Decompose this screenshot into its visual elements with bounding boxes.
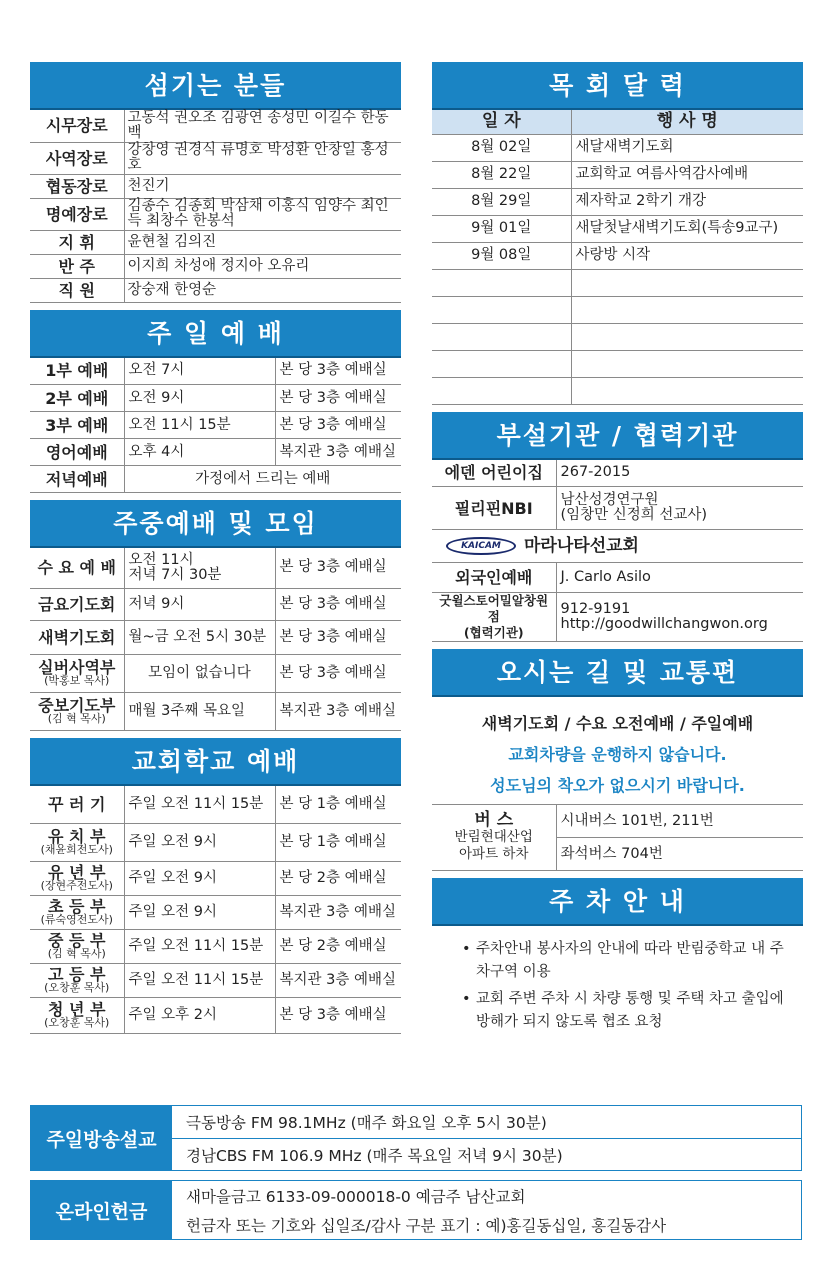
service-row bbox=[30, 358, 401, 385]
affiliate-value: J. Carlo Asilo bbox=[556, 563, 803, 593]
serving-row bbox=[30, 254, 401, 278]
service-place: 복지관 3층 예배실 bbox=[275, 439, 401, 466]
meeting-name-cell bbox=[30, 620, 124, 654]
calendar-row bbox=[432, 296, 803, 323]
department-name: 꾸 러 기 bbox=[47, 794, 106, 814]
meeting-name: 수 요 예 배 bbox=[37, 558, 117, 578]
bus-table bbox=[432, 804, 803, 871]
calendar-row bbox=[432, 188, 803, 215]
serving-names: 고동석 권오조 김광연 송성민 이길수 한동백 bbox=[124, 110, 401, 142]
meeting-name-cell bbox=[30, 692, 124, 730]
offering-line-1: 새마을금고 6133-09-000018-0 예금주 남산교회 bbox=[186, 1187, 526, 1206]
affiliate-label: 외국인예배 bbox=[432, 563, 556, 593]
school-title: 교회학교 예배 bbox=[30, 738, 401, 786]
sunday-section bbox=[30, 310, 401, 494]
service-row bbox=[30, 385, 401, 412]
calendar-event: 교회학교 여름사역감사예배 bbox=[571, 161, 803, 188]
service-row bbox=[30, 439, 401, 466]
serving-row bbox=[30, 230, 401, 254]
department-leader: (김 혁 목사) bbox=[47, 947, 106, 960]
department-leader: (장현주전도사) bbox=[40, 879, 113, 892]
offering-line-2: 헌금자 또는 기호와 십일조/감사 구분 표기 : 예)홍길동십일, 홍길동감사 bbox=[186, 1216, 667, 1235]
meeting-time: 모임이 없습니다 bbox=[124, 654, 275, 692]
parking-title: 주 차 안 내 bbox=[432, 878, 803, 926]
calendar-event bbox=[571, 296, 803, 323]
department-leader: (류숙영전도사) bbox=[40, 913, 113, 926]
department-leader: (오창훈 목사) bbox=[44, 1016, 110, 1029]
school-table bbox=[30, 786, 401, 1035]
calendar-row bbox=[432, 134, 803, 161]
school-row bbox=[30, 896, 401, 930]
affiliate-row bbox=[432, 460, 803, 487]
affiliates-title: 부설기관 / 협력기관 bbox=[432, 412, 803, 460]
serving-names: 이지희 차성애 정지아 오유리 bbox=[124, 254, 401, 278]
school-row bbox=[30, 930, 401, 964]
school-row bbox=[30, 998, 401, 1034]
service-place: 본 당 3층 예배실 bbox=[275, 385, 401, 412]
calendar-row bbox=[432, 269, 803, 296]
affiliates-section bbox=[432, 412, 803, 643]
meeting-row bbox=[30, 620, 401, 654]
service-name: 2부 예배 bbox=[30, 385, 124, 412]
calendar-date: 9월 01일 bbox=[432, 215, 571, 242]
broadcast-label: 주일방송설교 bbox=[31, 1106, 172, 1170]
calendar-event: 제자학교 2학기 개강 bbox=[571, 188, 803, 215]
department-time: 주일 오전 11시 15분 bbox=[124, 930, 275, 964]
department-place: 본 당 1층 예배실 bbox=[275, 824, 401, 862]
service-name: 3부 예배 bbox=[30, 412, 124, 439]
department-cell bbox=[30, 786, 124, 824]
department-cell bbox=[30, 862, 124, 896]
meeting-name: 실버사역부 bbox=[38, 657, 116, 677]
department-time: 주일 오전 9시 bbox=[124, 824, 275, 862]
serving-names: 천진기 bbox=[124, 174, 401, 198]
affiliate-label: 굿윌스토어밀알창원점 (협력기관) bbox=[432, 593, 556, 642]
meeting-leader: (김 혁 목사) bbox=[47, 711, 106, 725]
directions-title: 오시는 길 및 교통편 bbox=[432, 649, 803, 697]
meeting-name: 새벽기도회 bbox=[38, 627, 116, 647]
midweek-table bbox=[30, 548, 401, 731]
affiliates-table bbox=[432, 460, 803, 643]
department-cell bbox=[30, 896, 124, 930]
calendar-date: 9월 08일 bbox=[432, 242, 571, 269]
offering-bar bbox=[30, 1180, 802, 1240]
directions-notice bbox=[432, 697, 803, 804]
department-cell bbox=[30, 964, 124, 998]
notice-line-1: 새벽기도회 / 수요 오전예배 / 주일예배 bbox=[481, 714, 754, 733]
department-place: 본 당 1층 예배실 bbox=[275, 786, 401, 824]
service-place: 본 당 3층 예배실 bbox=[275, 412, 401, 439]
affiliate-row bbox=[432, 593, 803, 642]
calendar-table bbox=[432, 110, 803, 405]
serving-role: 지 휘 bbox=[30, 230, 124, 254]
department-place: 본 당 2층 예배실 bbox=[275, 930, 401, 964]
calendar-event bbox=[571, 377, 803, 404]
department-cell bbox=[30, 824, 124, 862]
serving-row bbox=[30, 278, 401, 302]
sunday-title: 주 일 예 배 bbox=[30, 310, 401, 358]
calendar-date bbox=[432, 377, 571, 404]
calendar-title: 목 회 달 력 bbox=[432, 62, 803, 110]
service-name: 영어예배 bbox=[30, 439, 124, 466]
calendar-row bbox=[432, 215, 803, 242]
meeting-row bbox=[30, 588, 401, 620]
department-name: 고 등 부 bbox=[47, 965, 106, 984]
department-cell bbox=[30, 930, 124, 964]
department-name: 청 년 부 bbox=[47, 1000, 106, 1019]
calendar-col-date: 일 자 bbox=[432, 110, 571, 134]
service-row bbox=[30, 466, 401, 493]
calendar-event: 새달첫날새벽기도회(특송9교구) bbox=[571, 215, 803, 242]
service-note: 가정에서 드리는 예배 bbox=[124, 466, 401, 493]
offering-label: 온라인헌금 bbox=[31, 1181, 172, 1239]
school-row bbox=[30, 786, 401, 824]
meeting-place: 본 당 3층 예배실 bbox=[275, 654, 401, 692]
meeting-place: 본 당 3층 예배실 bbox=[275, 620, 401, 654]
department-time: 주일 오전 11시 15분 bbox=[124, 964, 275, 998]
affiliate-value: 남산성경연구원 (임창만 신정희 선교사) bbox=[556, 487, 803, 530]
calendar-event bbox=[571, 350, 803, 377]
service-time: 오전 9시 bbox=[124, 385, 275, 412]
calendar-event bbox=[571, 269, 803, 296]
meeting-place: 복지관 3층 예배실 bbox=[275, 692, 401, 730]
meeting-row bbox=[30, 548, 401, 588]
calendar-row bbox=[432, 323, 803, 350]
department-place: 본 당 3층 예배실 bbox=[275, 998, 401, 1034]
bus-stop: 반림현대산업 아파트 하차 bbox=[454, 829, 533, 862]
affiliate-label: 에덴 어린이집 bbox=[432, 460, 556, 487]
department-leader: (오창훈 목사) bbox=[44, 981, 110, 994]
bus-line-1: 시내버스 101번, 211번 bbox=[556, 805, 803, 838]
serving-role: 명예장로 bbox=[30, 198, 124, 230]
sunday-table bbox=[30, 358, 401, 494]
calendar-date: 8월 02일 bbox=[432, 134, 571, 161]
meeting-time: 매월 3주째 목요일 bbox=[124, 692, 275, 730]
broadcast-line-1: 극동방송 FM 98.1MHz (매주 화요일 오후 5시 30분) bbox=[186, 1114, 547, 1132]
affiliate-row bbox=[432, 563, 803, 593]
department-time: 주일 오전 11시 15분 bbox=[124, 786, 275, 824]
calendar-date bbox=[432, 269, 571, 296]
school-row bbox=[30, 862, 401, 896]
affiliate-value: 912-9191 http://goodwillchangwon.org bbox=[556, 593, 803, 642]
kaicam-logo: KAICAM bbox=[446, 537, 516, 555]
service-time: 오전 7시 bbox=[124, 358, 275, 385]
calendar-col-event: 행 사 명 bbox=[571, 110, 803, 134]
serving-names: 강창영 권경식 류명호 박성환 안창일 홍성호 bbox=[124, 142, 401, 174]
notice-line-3: 성도님의 착오가 없으시기 바랍니다. bbox=[490, 776, 745, 795]
meeting-time: 오전 11시 저녁 7시 30분 bbox=[124, 548, 275, 588]
serving-role: 협동장로 bbox=[30, 174, 124, 198]
meeting-leader: (박홍보 목사) bbox=[44, 673, 110, 687]
meeting-name-cell bbox=[30, 654, 124, 692]
service-name: 1부 예배 bbox=[30, 358, 124, 385]
affiliate-logo-cell bbox=[432, 530, 803, 563]
department-time: 주일 오전 9시 bbox=[124, 896, 275, 930]
bus-line-2: 좌석버스 704번 bbox=[556, 838, 803, 871]
meeting-name: 금요기도회 bbox=[38, 594, 116, 614]
parking-list bbox=[432, 926, 803, 1034]
department-leader: (채윤희전도사) bbox=[40, 843, 113, 856]
broadcast-line-2: 경남CBS FM 106.9 MHz (매주 목요일 저녁 9시 30분) bbox=[172, 1138, 801, 1170]
department-name: 유 년 부 bbox=[47, 863, 106, 882]
meeting-row bbox=[30, 654, 401, 692]
department-cell bbox=[30, 998, 124, 1034]
bus-label: 버 스 bbox=[474, 810, 514, 830]
meeting-name-cell bbox=[30, 588, 124, 620]
meeting-name-cell bbox=[30, 548, 124, 588]
serving-role: 직 원 bbox=[30, 278, 124, 302]
serving-row bbox=[30, 110, 401, 142]
meeting-name: 중보기도부 bbox=[38, 695, 116, 715]
school-row bbox=[30, 964, 401, 998]
school-section bbox=[30, 738, 401, 1035]
broadcast-bar bbox=[30, 1105, 802, 1171]
calendar-row bbox=[432, 377, 803, 404]
meeting-time: 저녁 9시 bbox=[124, 588, 275, 620]
serving-table bbox=[30, 110, 401, 303]
serving-row bbox=[30, 198, 401, 230]
calendar-event bbox=[571, 323, 803, 350]
meeting-place: 본 당 3층 예배실 bbox=[275, 588, 401, 620]
service-place: 본 당 3층 예배실 bbox=[275, 358, 401, 385]
calendar-date: 8월 22일 bbox=[432, 161, 571, 188]
serving-role: 사역장로 bbox=[30, 142, 124, 174]
affiliate-row bbox=[432, 487, 803, 530]
service-name: 저녁예배 bbox=[30, 466, 124, 493]
serving-row bbox=[30, 174, 401, 198]
service-time: 오전 11시 15분 bbox=[124, 412, 275, 439]
parking-item: • 주차안내 봉사자의 안내에 따라 반림중학교 내 주차구역 이용 bbox=[462, 938, 795, 984]
directions-section bbox=[432, 649, 803, 871]
serving-title: 섬기는 분들 bbox=[30, 62, 401, 110]
school-row bbox=[30, 824, 401, 862]
service-time: 오후 4시 bbox=[124, 439, 275, 466]
meeting-place: 본 당 3층 예배실 bbox=[275, 548, 401, 588]
calendar-row bbox=[432, 161, 803, 188]
parking-item: • 교회 주변 주차 시 차량 통행 및 주택 차고 출입에 방해가 되지 않도록 협조 요청 bbox=[462, 988, 795, 1034]
affiliate-label: 마라나타선교회 bbox=[524, 536, 639, 556]
department-place: 복지관 3층 예배실 bbox=[275, 964, 401, 998]
serving-role: 반 주 bbox=[30, 254, 124, 278]
midweek-title: 주중예배 및 모임 bbox=[30, 500, 401, 548]
serving-row bbox=[30, 142, 401, 174]
meeting-row bbox=[30, 692, 401, 730]
calendar-row bbox=[432, 242, 803, 269]
calendar-event: 새달새벽기도회 bbox=[571, 134, 803, 161]
bus-label-cell bbox=[432, 805, 556, 871]
affiliate-row bbox=[432, 530, 803, 563]
calendar-section bbox=[432, 62, 803, 405]
notice-line-2: 교회차량을 운행하지 않습니다. bbox=[508, 745, 727, 764]
department-name: 초 등 부 bbox=[47, 897, 106, 916]
serving-role: 시무장로 bbox=[30, 110, 124, 142]
meeting-time: 월~금 오전 5시 30분 bbox=[124, 620, 275, 654]
calendar-date: 8월 29일 bbox=[432, 188, 571, 215]
affiliate-value: 267-2015 bbox=[556, 460, 803, 487]
department-time: 주일 오전 9시 bbox=[124, 862, 275, 896]
serving-names: 장숭재 한영순 bbox=[124, 278, 401, 302]
calendar-date bbox=[432, 296, 571, 323]
serving-names: 김종수 김종회 박삼채 이홍식 임양수 최인득 최창수 한봉석 bbox=[124, 198, 401, 230]
midweek-section bbox=[30, 500, 401, 731]
department-place: 복지관 3층 예배실 bbox=[275, 896, 401, 930]
department-place: 본 당 2층 예배실 bbox=[275, 862, 401, 896]
calendar-event: 사랑방 시작 bbox=[571, 242, 803, 269]
serving-section bbox=[30, 62, 401, 303]
calendar-row bbox=[432, 350, 803, 377]
parking-section bbox=[432, 878, 803, 1034]
calendar-date bbox=[432, 323, 571, 350]
department-name: 중 등 부 bbox=[47, 931, 106, 950]
serving-names: 윤현철 김의진 bbox=[124, 230, 401, 254]
affiliate-label: 필리핀NBI bbox=[432, 487, 556, 530]
department-name: 유 치 부 bbox=[47, 827, 106, 846]
calendar-date bbox=[432, 350, 571, 377]
department-time: 주일 오후 2시 bbox=[124, 998, 275, 1034]
service-row bbox=[30, 412, 401, 439]
